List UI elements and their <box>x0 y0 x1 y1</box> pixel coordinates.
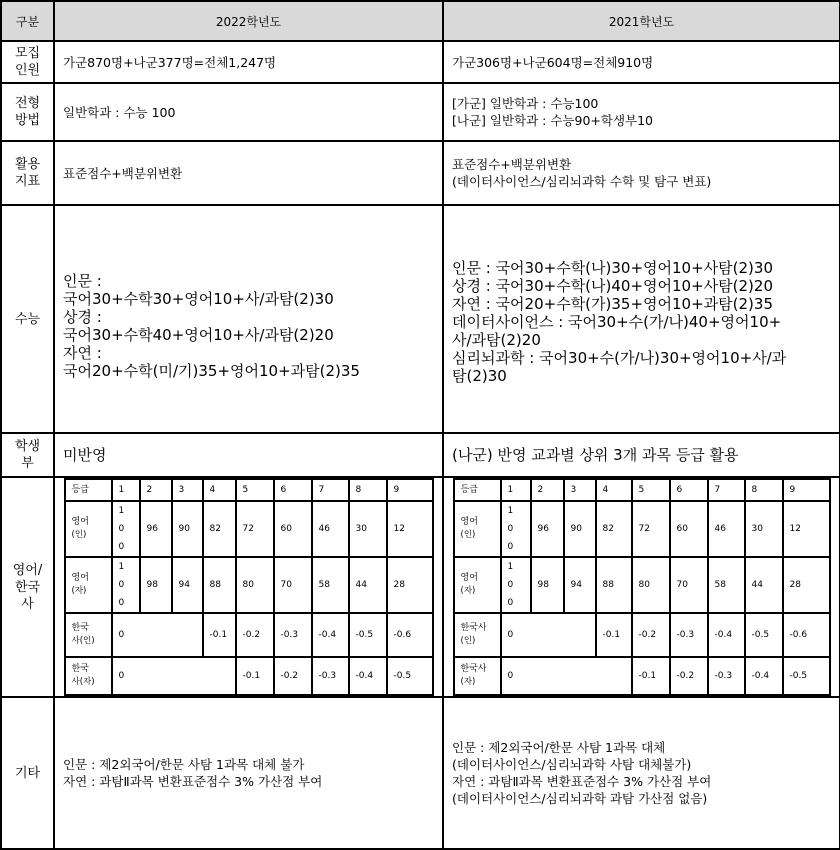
grade-cell: 46 <box>312 501 349 557</box>
grade-cell: 0 <box>112 613 203 657</box>
grade-row-name: 한국사 <box>460 664 487 674</box>
grade-header-cell: 5 <box>632 479 670 501</box>
index-2022: 표준점수+백분위변환 <box>54 141 443 205</box>
grade-row-name: 한국 <box>71 664 89 674</box>
label-index: 활용 지표 <box>1 141 54 205</box>
etc-2021-line: 인문 : 제2외국어/한문 사탐 1과목 대체 <box>452 740 666 755</box>
etc-2022-line: 인문 : 제2외국어/한문 사탐 1과목 대체 불가 <box>63 757 305 772</box>
grade-header-cell: 5 <box>236 479 274 501</box>
label-eng-hist: 영어/ 한국 사 <box>1 477 54 697</box>
grade-cell: 30 <box>745 501 783 557</box>
label-recruit: 모집 인원 <box>1 41 54 83</box>
grade-row-sub: (자) <box>71 586 87 596</box>
grade-cell: -0.3 <box>708 657 745 695</box>
grade-cell: -0.2 <box>274 657 312 695</box>
grade-row-name: 영어 <box>460 573 478 583</box>
grade-header-cell: 3 <box>564 479 596 501</box>
grade-cell: 58 <box>708 557 745 613</box>
grade-cell: -0.2 <box>632 613 670 657</box>
eng-hist-2021 <box>443 477 840 697</box>
eng-hist-2022 <box>54 477 443 697</box>
grade-cell <box>112 501 140 557</box>
label-method: 전형 방법 <box>1 83 54 141</box>
suneung-2022 <box>54 205 443 433</box>
suneung-2022-line: 국어30+수학40+영어10+사/과탐(2)20 <box>63 326 334 344</box>
grade-cell: -0.3 <box>274 613 312 657</box>
grade-cell: -0.5 <box>783 657 830 695</box>
grade-cell: -0.1 <box>203 613 236 657</box>
label-suneung: 수능 <box>1 205 54 433</box>
suneung-2021-line: 심리뇌과학 : 국어30+수(가/나)30+영어10+사/과 <box>452 349 787 367</box>
grade-row-label <box>454 557 501 613</box>
grade-cell: 28 <box>387 557 433 613</box>
grade-row-sub: (인) <box>460 636 476 646</box>
grade-cell: -0.5 <box>387 657 433 695</box>
grade-cell: 0 <box>501 657 632 695</box>
grade-row-label <box>65 657 112 695</box>
grade-cell: 44 <box>349 557 387 613</box>
grade-cell: 12 <box>387 501 433 557</box>
grade-cell: 90 <box>172 501 203 557</box>
grade-row-eng-nat <box>454 557 830 613</box>
grade-row-label <box>65 501 112 557</box>
grade-row-eng-hum <box>454 501 830 557</box>
row-suneung <box>1 205 840 433</box>
grade-header-cell: 2 <box>531 479 564 501</box>
grade-cell: -0.4 <box>708 613 745 657</box>
recruit-2021: 가군306명+나군604명=전체910명 <box>443 41 840 83</box>
grade-cell: -0.1 <box>596 613 632 657</box>
grade-cell: -0.2 <box>236 613 274 657</box>
grade-cell: -0.3 <box>670 613 708 657</box>
suneung-2021 <box>443 205 840 433</box>
grade-header-row <box>65 479 433 501</box>
suneung-2021-line: 탐(2)30 <box>452 367 507 385</box>
method-2022: 일반학과 : 수능 100 <box>54 83 443 141</box>
grade-cell: 58 <box>312 557 349 613</box>
grade-row-kh-hum <box>454 613 830 657</box>
grade-cell: -0.2 <box>670 657 708 695</box>
grade-cell: 46 <box>708 501 745 557</box>
grade-header-cell: 9 <box>783 479 830 501</box>
grade-row-kh-hum <box>65 613 433 657</box>
index-2021 <box>443 141 840 205</box>
grade-cell: -0.6 <box>387 613 433 657</box>
grade-header-row <box>454 479 830 501</box>
grade-cell: -0.5 <box>349 613 387 657</box>
grade-cell: 72 <box>632 501 670 557</box>
grade-cell: 80 <box>632 557 670 613</box>
grade-header-cell: 3 <box>172 479 203 501</box>
grade-cell: -0.1 <box>632 657 670 695</box>
row-etc <box>1 697 840 849</box>
grade-cell: -0.1 <box>236 657 274 695</box>
grade-cell: 60 <box>274 501 312 557</box>
grade-header-cell: 1 <box>112 479 140 501</box>
grade-row-name: 영어 <box>460 517 478 527</box>
grade-row-sub: (인) <box>460 530 476 540</box>
grade-header-cell: 7 <box>708 479 745 501</box>
grade-cell: 82 <box>203 501 236 557</box>
grade-cell: 70 <box>670 557 708 613</box>
grade-header-cell: 8 <box>745 479 783 501</box>
grade-header-label: 등급 <box>65 479 112 501</box>
grade-row-label <box>65 557 112 613</box>
index-2021-line: (데이터사이언스/심리뇌과학 수학 및 탐구 변표) <box>452 174 712 189</box>
grade-cell: -0.6 <box>783 613 830 657</box>
grade-cell-value: 100 <box>118 506 125 552</box>
suneung-2022-line: 국어30+수학30+영어10+사/과탐(2)30 <box>63 290 334 308</box>
grade-row-kh-nat <box>65 657 433 695</box>
etc-2021-line: (데이터사이언스/심리뇌과학 과탐 가산점 없음) <box>452 791 708 806</box>
suneung-2022-line: 인문 : <box>63 272 102 290</box>
grade-cell <box>501 557 531 613</box>
suneung-2022-line: 상경 : <box>63 308 102 326</box>
grade-row-sub: 사(자) <box>71 677 95 687</box>
grade-cell: 80 <box>236 557 274 613</box>
grade-cell-value: 100 <box>118 562 125 608</box>
grade-cell: 60 <box>670 501 708 557</box>
header-2021: 2021학년도 <box>443 1 840 41</box>
row-record <box>1 433 840 477</box>
suneung-2021-line: 상경 : 국어30+수학(나)40+영어10+사탐(2)20 <box>452 277 773 295</box>
grade-cell: 96 <box>531 501 564 557</box>
grade-table-2022 <box>64 478 434 696</box>
grade-row-sub: 사(인) <box>71 636 95 646</box>
suneung-2022-line: 자연 : <box>63 344 102 362</box>
etc-2021 <box>443 697 840 849</box>
grade-row-name: 한국사 <box>460 623 487 633</box>
suneung-2022-line: 국어20+수학(미/기)35+영어10+과탐(2)35 <box>63 362 360 380</box>
grade-header-cell: 7 <box>312 479 349 501</box>
grade-row-sub: (인) <box>71 530 87 540</box>
grade-header-cell: 8 <box>349 479 387 501</box>
suneung-2021-line: 자연 : 국어20+수학(가)35+영어10+과탐(2)35 <box>452 295 773 313</box>
grade-row-eng-nat <box>65 557 433 613</box>
grade-cell-value: 100 <box>507 506 514 552</box>
grade-header-cell: 4 <box>203 479 236 501</box>
grade-cell <box>501 501 531 557</box>
grade-cell <box>112 557 140 613</box>
grade-cell: 98 <box>140 557 172 613</box>
grade-cell: 0 <box>501 613 596 657</box>
method-2021 <box>443 83 840 141</box>
grade-cell: -0.3 <box>312 657 349 695</box>
label-record: 학생 부 <box>1 433 54 477</box>
grade-header-cell: 9 <box>387 479 433 501</box>
grade-header-cell: 4 <box>596 479 632 501</box>
row-index <box>1 141 840 205</box>
grade-cell: 94 <box>172 557 203 613</box>
row-recruit <box>1 41 840 83</box>
grade-cell: -0.4 <box>312 613 349 657</box>
record-2022: 미반영 <box>54 433 443 477</box>
grade-cell: 30 <box>349 501 387 557</box>
grade-row-name: 영어 <box>71 517 89 527</box>
grade-cell: 94 <box>564 557 596 613</box>
grade-cell: 88 <box>596 557 632 613</box>
etc-2022 <box>54 697 443 849</box>
grade-row-label <box>65 613 112 657</box>
method-2021-line: [나군] 일반학과 : 수능90+학생부10 <box>452 113 653 128</box>
grade-cell: 98 <box>531 557 564 613</box>
grade-cell-value: 100 <box>507 562 514 608</box>
header-category: 구분 <box>1 1 54 41</box>
grade-cell: 88 <box>203 557 236 613</box>
grade-row-sub: (자) <box>460 586 476 596</box>
grade-cell: -0.4 <box>745 657 783 695</box>
grade-cell: 12 <box>783 501 830 557</box>
grade-cell: 72 <box>236 501 274 557</box>
grade-cell: 0 <box>112 657 236 695</box>
grade-row-label <box>454 657 501 695</box>
grade-cell: 96 <box>140 501 172 557</box>
row-method <box>1 83 840 141</box>
grade-row-sub: (자) <box>460 677 476 687</box>
grade-header-cell: 1 <box>501 479 531 501</box>
grade-row-name: 한국 <box>71 623 89 633</box>
grade-row-kh-nat <box>454 657 830 695</box>
grade-cell: 44 <box>745 557 783 613</box>
grade-cell: 70 <box>274 557 312 613</box>
grade-header-cell: 2 <box>140 479 172 501</box>
grade-header-label: 등급 <box>454 479 501 501</box>
grade-cell: -0.4 <box>349 657 387 695</box>
suneung-2021-line: 인문 : 국어30+수학(나)30+영어10+사탐(2)30 <box>452 259 773 277</box>
grade-row-label <box>454 501 501 557</box>
grade-table-2021 <box>453 478 831 696</box>
suneung-2021-line: 데이터사이언스 : 국어30+수(가/나)40+영어10+ <box>452 313 782 331</box>
etc-2022-line: 자연 : 과탐Ⅱ과목 변환표준점수 3% 가산점 부여 <box>63 774 323 789</box>
grade-row-name: 영어 <box>71 573 89 583</box>
grade-row-label <box>454 613 501 657</box>
recruit-2022: 가군870명+나군377명=전체1,247명 <box>54 41 443 83</box>
method-2021-line: [가군] 일반학과 : 수능100 <box>452 96 599 111</box>
row-eng-hist <box>1 477 840 697</box>
etc-2021-line: 자연 : 과탐Ⅱ과목 변환표준점수 3% 가산점 부여 <box>452 774 712 789</box>
record-2021: (나군) 반영 교과별 상위 3개 과목 등급 활용 <box>443 433 840 477</box>
grade-cell: 90 <box>564 501 596 557</box>
suneung-2021-line: 사/과탐(2)20 <box>452 331 541 349</box>
grade-row-eng-hum <box>65 501 433 557</box>
header-2022: 2022학년도 <box>54 1 443 41</box>
index-2021-line: 표준점수+백분위변환 <box>452 157 572 172</box>
grade-header-cell: 6 <box>274 479 312 501</box>
grade-cell: 82 <box>596 501 632 557</box>
grade-cell: -0.5 <box>745 613 783 657</box>
label-etc: 기타 <box>1 697 54 849</box>
etc-2021-line: (데이터사이언스/심리뇌과학 사탐 대체불가) <box>452 757 692 772</box>
grade-cell: 28 <box>783 557 830 613</box>
grade-header-cell: 6 <box>670 479 708 501</box>
